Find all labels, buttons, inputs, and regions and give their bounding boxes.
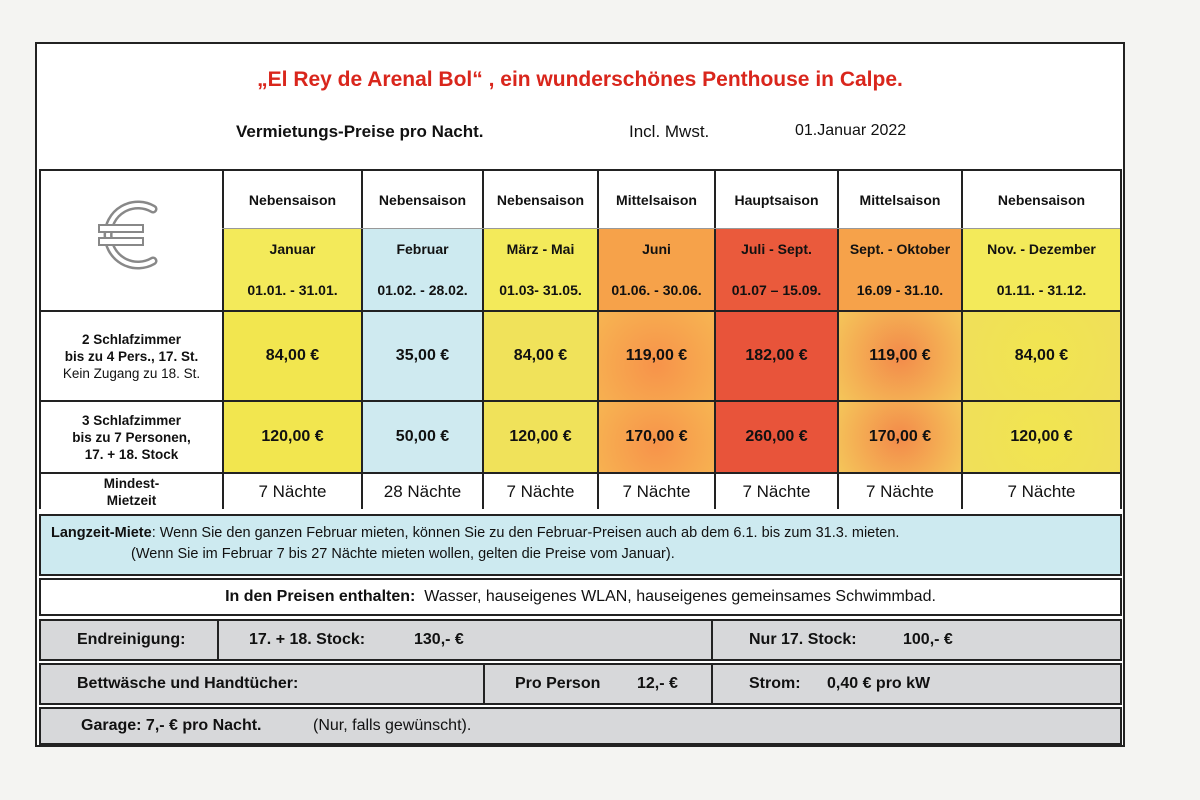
grid-line: [41, 472, 1120, 474]
row-2-line2: bis zu 4 Pers., 17. St.: [64, 348, 199, 364]
season-label: Mittelsaison: [599, 171, 714, 229]
price-date: 01.Januar 2022: [795, 122, 907, 139]
period-dates: 16.09 - 31.10.: [856, 281, 944, 298]
included-label: In den Preisen enthalten:: [225, 588, 416, 605]
period-band: [484, 229, 597, 310]
linen-row: [39, 663, 1122, 705]
row-2-line3: Kein Zugang zu 18. St.: [62, 365, 201, 381]
period-month: März - Mai: [506, 241, 575, 258]
price-2-bedrooms: 84,00 €: [484, 312, 597, 400]
row-3-line1: 3 Schlafzimmer: [81, 412, 182, 428]
cleaning-price: 130,- €: [414, 631, 464, 648]
period-month: Februar: [396, 241, 449, 258]
period-dates: 01.01. - 31.01.: [247, 281, 338, 298]
cleaning-floor17: Nur 17. Stock:: [749, 631, 857, 648]
power-label: Strom:: [749, 675, 801, 692]
price-2-bedrooms: 84,00 €: [224, 312, 361, 400]
subtitle: Vermietungs-Preise pro Nacht.: [236, 122, 484, 141]
period-band: [963, 229, 1120, 310]
min-stay: 7 Nächte: [839, 474, 961, 509]
min-stay-line1: Mindest-: [103, 475, 160, 491]
grid-line: [482, 171, 484, 507]
grid-line: [41, 310, 1120, 312]
season-label: Hauptsaison: [716, 171, 837, 229]
min-stay: 28 Nächte: [363, 474, 482, 509]
page-title: „El Rey de Arenal Bol“ , ein wunderschönes Penthouse in Calpe.: [257, 68, 903, 91]
min-stay: 7 Nächte: [599, 474, 714, 509]
price-3-bedrooms: 120,00 €: [963, 402, 1120, 472]
min-stay: 7 Nächte: [963, 474, 1120, 509]
grid-line: [837, 171, 839, 507]
period-month: Januar: [269, 241, 316, 258]
grid-line: [597, 171, 599, 507]
period-dates: 01.06. - 30.06.: [611, 281, 702, 298]
price-2-bedrooms: 182,00 €: [716, 312, 837, 400]
row-label-2-bedrooms: [41, 312, 222, 400]
cleaning-row: [39, 619, 1122, 661]
period-dates: 01.02. - 28.02.: [377, 281, 468, 298]
period-month: Sept. - Oktober: [849, 241, 951, 258]
grid-line: [961, 171, 963, 507]
garage-row: [39, 707, 1122, 745]
linen-label: Bettwäsche und Handtücher:: [77, 675, 299, 692]
long-term-text: : Wenn Sie den ganzen Februar mieten, können Sie zu den Februar-Preisen auch ab dem 6.1. bis zum 31.3. mieten.: [151, 525, 900, 541]
cleaning-label: Endreinigung:: [77, 631, 186, 648]
grid-line: [222, 228, 1120, 229]
grid-line: [222, 171, 224, 507]
season-label: Nebensaison: [363, 171, 482, 229]
period-band: [599, 229, 714, 310]
price-2-bedrooms: 35,00 €: [363, 312, 482, 400]
row-label-3-bedrooms: [41, 402, 222, 472]
row-3-line3: 17. + 18. Stock: [84, 446, 179, 462]
season-label: Nebensaison: [224, 171, 361, 229]
cleaning-floor: 17. + 18. Stock:: [249, 631, 366, 648]
min-stay: 7 Nächte: [224, 474, 361, 509]
price-2-bedrooms: 84,00 €: [963, 312, 1120, 400]
season-label: Nebensaison: [484, 171, 597, 229]
tax-note: Incl. Mwst.: [629, 122, 710, 141]
row-3-line2: bis zu 7 Personen,: [72, 429, 191, 445]
period-band: [716, 229, 837, 310]
period-month: Nov. - Dezember: [987, 241, 1096, 258]
price-3-bedrooms: 120,00 €: [484, 402, 597, 472]
grid-line: [714, 171, 716, 507]
period-dates: 01.03- 31.05.: [499, 281, 582, 298]
long-term-info: [39, 514, 1122, 576]
cleaning-price17: 100,- €: [903, 631, 953, 648]
included-text: Wasser, hauseigenes WLAN, hauseigenes gemeinsames Schwimmbad.: [424, 588, 936, 605]
price-table: [39, 169, 1122, 509]
season-label: Nebensaison: [963, 171, 1120, 229]
season-label: Mittelsaison: [839, 171, 961, 229]
min-stay-line2: Mietzeit: [106, 492, 157, 508]
period-band: [839, 229, 961, 310]
price-3-bedrooms: 50,00 €: [363, 402, 482, 472]
price-3-bedrooms: 170,00 €: [599, 402, 714, 472]
period-dates: 01.07 – 15.09.: [731, 281, 822, 298]
linen-price: 12,- €: [637, 675, 678, 692]
long-term-label: Langzeit-Miete: [51, 525, 152, 541]
garage-label: Garage: 7,- € pro Nacht.: [81, 717, 262, 734]
included-info: [39, 578, 1122, 616]
power-price: 0,40 € pro kW: [827, 675, 931, 692]
long-term-note: (Wenn Sie im Februar 7 bis 27 Nächte mieten wollen, gelten die Preise vom Januar).: [131, 546, 675, 562]
price-2-bedrooms: 119,00 €: [839, 312, 961, 400]
period-band: [224, 229, 361, 310]
garage-note: (Nur, falls gewünscht).: [313, 717, 472, 734]
min-stay: 7 Nächte: [716, 474, 837, 509]
linen-per: Pro Person: [515, 675, 601, 692]
grid-line: [361, 171, 363, 507]
price-2-bedrooms: 119,00 €: [599, 312, 714, 400]
period-month: Juni: [642, 241, 671, 258]
period-month: Juli - Sept.: [741, 241, 812, 258]
price-3-bedrooms: 120,00 €: [224, 402, 361, 472]
price-3-bedrooms: 170,00 €: [839, 402, 961, 472]
row-label-min-stay: [41, 474, 222, 509]
period-dates: 01.11. - 31.12.: [996, 281, 1087, 298]
price-sheet: [35, 42, 1125, 747]
grid-line: [41, 400, 1120, 402]
min-stay: 7 Nächte: [484, 474, 597, 509]
price-3-bedrooms: 260,00 €: [716, 402, 837, 472]
period-band: [363, 229, 482, 310]
row-2-line1: 2 Schlafzimmer: [81, 331, 182, 347]
euro-icon: [91, 195, 171, 275]
